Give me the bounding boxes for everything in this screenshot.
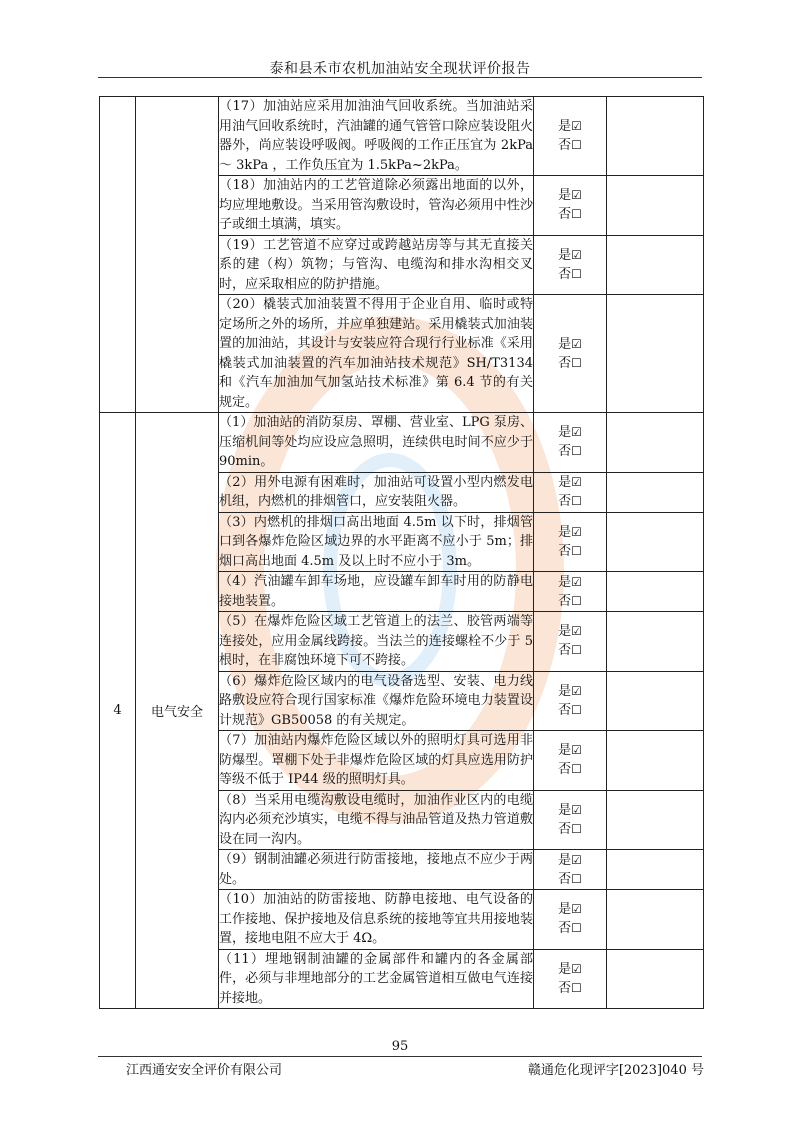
requirement-text: （1）加油站的消防泵房、罩棚、营业室、LPG 泵房、压缩机间等处均应设应急照明，连续供电时间不应少于 90min。 <box>219 413 534 473</box>
no-checkbox-label: 否 <box>558 266 572 282</box>
yes-checkbox-label: 是 <box>558 247 572 263</box>
requirement-text: （9）钢制油罐必须进行防雷接地，接地点不应少于两处。 <box>219 850 534 890</box>
compliance-check-cell <box>534 235 607 295</box>
empty-box-icon: ☐ <box>571 871 582 886</box>
no-checkbox-label: 否 <box>558 821 572 837</box>
yes-checkbox-label: 是 <box>558 475 572 490</box>
no-checkbox <box>534 641 606 660</box>
requirement-text: （2）用外电源有困难时，加油站可设置小型内燃发电机组，内燃机的排烟管口，应安装阻火器。 <box>219 472 534 512</box>
compliance-check-cell <box>534 612 607 672</box>
checked-box-icon: ☑ <box>571 524 582 539</box>
requirement-text: （8）当采用电缆沟敷设电缆时，加油作业区内的电缆沟内必须充沙填实，电缆不得与油品管道及热力管道敷设在同一沟内。 <box>219 790 534 850</box>
no-checkbox <box>534 205 606 224</box>
no-checkbox-label: 否 <box>558 702 572 718</box>
no-checkbox <box>534 760 606 779</box>
checked-box-icon: ☑ <box>571 188 582 203</box>
yes-checkbox-label: 是 <box>558 188 572 204</box>
yes-checkbox <box>534 473 606 492</box>
yes-checkbox <box>534 622 606 641</box>
yes-checkbox-label: 是 <box>558 336 572 352</box>
yes-checkbox <box>534 851 606 870</box>
remark-cell <box>607 790 704 850</box>
no-checkbox <box>534 919 606 938</box>
row-number-cell: 4 <box>100 413 136 1009</box>
remark-cell <box>607 572 704 612</box>
no-checkbox <box>534 136 606 155</box>
yes-checkbox <box>534 900 606 919</box>
yes-checkbox-label: 是 <box>558 425 572 441</box>
no-checkbox-label: 否 <box>558 138 572 153</box>
yes-checkbox <box>534 246 606 265</box>
footer-doc-number: 赣通危化现评字[2023]040 号 <box>527 1063 704 1078</box>
compliance-check-cell <box>534 850 607 890</box>
compliance-check-cell <box>534 97 607 176</box>
checked-box-icon: ☑ <box>571 743 582 758</box>
yes-checkbox <box>534 573 606 592</box>
checked-box-icon: ☑ <box>571 119 582 133</box>
no-checkbox-label: 否 <box>558 355 572 371</box>
requirement-text: （10）加油站的防雷接地、防静电接地、电气设备的工作接地、保护接地及信息系统的接地等宜共用接地装置，接地电阻不应大于 4Ω。 <box>219 890 534 950</box>
compliance-check-cell <box>534 671 607 731</box>
empty-box-icon: ☐ <box>571 702 582 717</box>
empty-box-icon: ☐ <box>571 980 582 995</box>
checked-box-icon: ☑ <box>571 624 582 639</box>
empty-box-icon: ☐ <box>571 266 582 281</box>
requirement-text: （19）工艺管道不应穿过或跨越站房等与其无直接关系的建（构）筑物；与管沟、电缆沟和排水沟相交叉时，应采取相应的防护措施。 <box>219 235 534 295</box>
checked-box-icon: ☑ <box>571 961 582 976</box>
requirement-text: （11）埋地钢制油罐的金属部件和罐内的各金属部件，必须与非埋地部分的工艺金属管道相互做电气连接并接地。 <box>219 949 534 1009</box>
no-checkbox-label: 否 <box>558 871 572 887</box>
no-checkbox <box>534 265 606 284</box>
requirement-text: （7）加油站内爆炸危险区域以外的照明灯具可选用非防爆型。罩棚下处于非爆炸危险区域的灯具应选用防护等级不低于 IP44 级的照明灯具。 <box>219 731 534 791</box>
yes-checkbox-label: 是 <box>558 119 572 134</box>
no-checkbox <box>534 442 606 461</box>
category-cell <box>136 97 219 413</box>
no-checkbox-label: 否 <box>558 643 572 659</box>
no-checkbox-label: 否 <box>558 494 572 509</box>
remark-cell <box>607 413 704 473</box>
checked-box-icon: ☑ <box>571 574 582 589</box>
empty-box-icon: ☐ <box>571 643 582 658</box>
yes-checkbox-label: 是 <box>558 802 572 818</box>
compliance-check-cell <box>534 790 607 850</box>
remark-cell <box>607 949 704 1009</box>
checked-box-icon: ☑ <box>571 802 582 817</box>
yes-checkbox-label: 是 <box>558 743 572 759</box>
checked-box-icon: ☑ <box>571 902 582 917</box>
requirement-text: （18）加油站内的工艺管道除必须露出地面的以外，均应埋地敷设。当采用管沟敷设时，管沟必须用中性沙子或细土填满，填实。 <box>219 176 534 236</box>
checked-box-icon: ☑ <box>571 475 582 489</box>
yes-checkbox <box>534 423 606 442</box>
no-checkbox <box>534 701 606 720</box>
evaluation-table <box>99 96 704 1009</box>
no-checkbox <box>534 542 606 561</box>
table-row <box>100 413 704 473</box>
no-checkbox-label: 否 <box>558 593 572 609</box>
empty-box-icon: ☐ <box>571 355 582 370</box>
requirement-text: （6）爆炸危险区域内的电气设备选型、安装、电力线路敷设应符合现行国家标准《爆炸危险环境电力装置设计规范》GB50058 的有关规定。 <box>219 671 534 731</box>
header-divider <box>98 77 702 78</box>
remark-cell <box>607 295 704 413</box>
remark-cell <box>607 472 704 512</box>
no-checkbox-label: 否 <box>558 543 572 559</box>
requirement-text: （17）加油站应采用加油油气回收系统。当加油站采用油气回收系统时，汽油罐的通气管管口除应装设阻火器外，尚应装设呼吸阀。呼吸阀的工作正压宜为 2kPa ～ 3kPa ，工作负压宜为 1.5kPa~2kPa。 <box>219 97 534 176</box>
compliance-check-cell <box>534 572 607 612</box>
yes-checkbox <box>534 741 606 760</box>
yes-checkbox <box>534 523 606 542</box>
page-number: 95 <box>391 1039 409 1054</box>
yes-checkbox-label: 是 <box>558 524 572 540</box>
compliance-check-cell <box>534 176 607 236</box>
yes-checkbox <box>534 186 606 205</box>
yes-checkbox <box>534 960 606 979</box>
remark-cell <box>607 671 704 731</box>
no-checkbox <box>534 492 606 511</box>
no-checkbox <box>534 870 606 889</box>
requirement-text: （20）橇装式加油装置不得用于企业自用、临时或特定场所之外的场所，并应单独建站。采用橇装式加油装置的加油站，其设计与安装应符合现行行业标准《采用橇装式加油装置的汽车加油站技术规范》SH/T3134 和《汽车加油加气加氢站技术标准》第 6.4 节的有关规定。 <box>219 295 534 413</box>
compliance-check-cell <box>534 413 607 473</box>
yes-checkbox-label: 是 <box>558 574 572 590</box>
yes-checkbox-label: 是 <box>558 852 572 868</box>
empty-box-icon: ☐ <box>571 593 582 608</box>
page-header-title: 泰和县禾市农机加油站安全现状评价报告 <box>269 61 531 77</box>
checked-box-icon: ☑ <box>571 852 582 867</box>
requirement-text: （3）内燃机的排烟口高出地面 4.5m 以下时，排烟管口到各爆炸危险区域边界的水平距离不应小于 5m；排烟口高出地面 4.5m 及以上时不应小于 3m。 <box>219 512 534 572</box>
empty-box-icon: ☐ <box>571 543 582 558</box>
no-checkbox <box>534 354 606 373</box>
remark-cell <box>607 890 704 950</box>
no-checkbox-label: 否 <box>558 762 572 778</box>
yes-checkbox <box>534 117 606 136</box>
compliance-check-cell <box>534 512 607 572</box>
yes-checkbox-label: 是 <box>558 902 572 918</box>
no-checkbox-label: 否 <box>558 921 572 937</box>
remark-cell <box>607 235 704 295</box>
checked-box-icon: ☑ <box>571 247 582 262</box>
requirement-text: （5）在爆炸危险区域工艺管道上的法兰、胶管两端等连接处，应用金属线跨接。当法兰的连接螺栓不少于 5 根时，在非腐蚀环境下可不跨接。 <box>219 612 534 672</box>
empty-box-icon: ☐ <box>571 921 582 936</box>
no-checkbox <box>534 592 606 611</box>
table-row <box>100 97 704 176</box>
remark-cell <box>607 731 704 791</box>
empty-box-icon: ☐ <box>571 494 582 508</box>
no-checkbox-label: 否 <box>558 980 572 996</box>
yes-checkbox <box>534 682 606 701</box>
remark-cell <box>607 512 704 572</box>
remark-cell <box>607 850 704 890</box>
no-checkbox-label: 否 <box>558 207 572 223</box>
compliance-check-cell <box>534 890 607 950</box>
checked-box-icon: ☑ <box>571 425 582 440</box>
yes-checkbox-label: 是 <box>558 961 572 977</box>
requirement-text: （4）汽油罐车卸车场地，应设罐车卸车时用的防静电接地装置。 <box>219 572 534 612</box>
no-checkbox-label: 否 <box>558 444 572 460</box>
yes-checkbox-label: 是 <box>558 624 572 640</box>
yes-checkbox <box>534 335 606 354</box>
empty-box-icon: ☐ <box>571 762 582 777</box>
checked-box-icon: ☑ <box>571 336 582 351</box>
empty-box-icon: ☐ <box>571 444 582 459</box>
yes-checkbox <box>534 801 606 820</box>
category-cell: 电气安全 <box>136 413 219 1009</box>
remark-cell <box>607 97 704 176</box>
no-checkbox <box>534 820 606 839</box>
no-checkbox <box>534 979 606 998</box>
checked-box-icon: ☑ <box>571 683 582 698</box>
compliance-check-cell <box>534 731 607 791</box>
footer-divider <box>98 1056 702 1057</box>
compliance-check-cell <box>534 472 607 512</box>
empty-box-icon: ☐ <box>571 821 582 836</box>
remark-cell <box>607 176 704 236</box>
compliance-check-cell <box>534 949 607 1009</box>
remark-cell <box>607 612 704 672</box>
empty-box-icon: ☐ <box>571 207 582 222</box>
compliance-check-cell <box>534 295 607 413</box>
row-number-cell <box>100 97 136 413</box>
empty-box-icon: ☐ <box>571 138 582 152</box>
yes-checkbox-label: 是 <box>558 683 572 699</box>
footer-company: 江西通安安全评价有限公司 <box>126 1063 283 1078</box>
